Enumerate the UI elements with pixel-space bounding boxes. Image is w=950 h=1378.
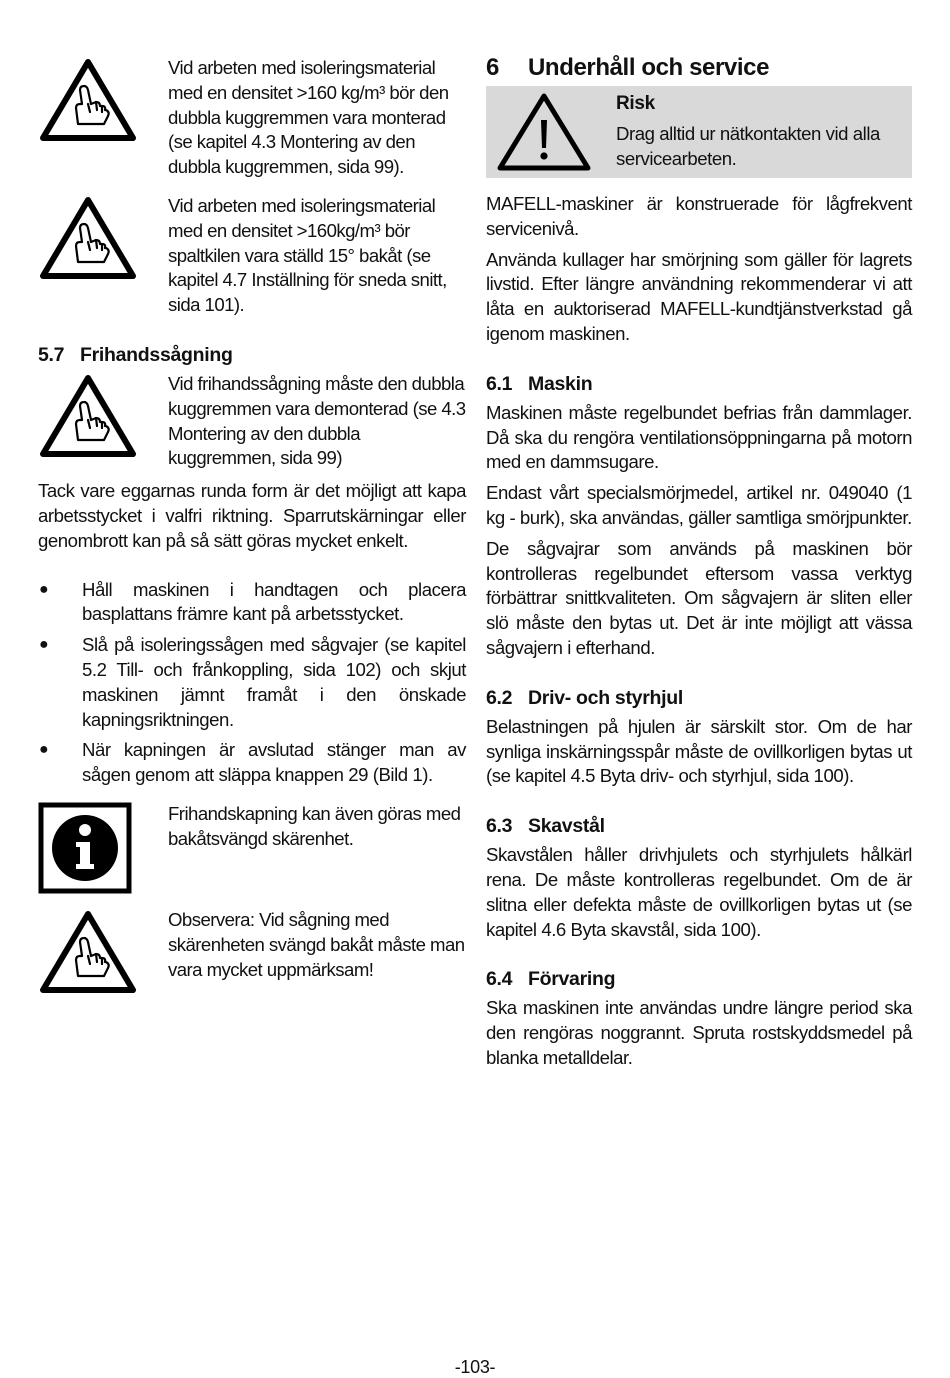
bullet-icon: ●	[39, 741, 49, 759]
list-item: ● Slå på isoleringssågen med sågvajer (se kapitel 5.2 Till- och frånkoppling, sida 102) och skjut maskinen jämnt framåt i den önskade kapningsriktningen.	[38, 633, 466, 732]
section-heading-6-3: 6.3 Skavstål	[486, 815, 605, 838]
list-item: ● När kapningen är avslutad stänger man av sågen genom att släppa knappen 29 (Bild 1).	[38, 738, 466, 788]
bullet-list	[38, 578, 466, 788]
intro-paragraph: MAFELL-maskiner är konstruerade för lågfrekvent servicenivå.	[486, 193, 912, 239]
risk-text: Drag alltid ur nätkontakten vid alla servicearbeten.	[616, 123, 880, 169]
note-text: Frihandskapning kan även göras med bakåtsvängd skärenhet.	[168, 802, 461, 849]
section-heading-6-1: 6.1 Maskin	[486, 372, 593, 395]
hand-warning-icon	[38, 194, 168, 284]
page-number: -103-	[454, 1357, 496, 1377]
info-icon	[38, 802, 168, 894]
risk-title: Risk	[616, 93, 655, 114]
info-note	[38, 802, 466, 894]
section-body: Tack vare eggarnas runda form är det möjligt att kapa arbetsstycket i valfri riktning. Sparrutskärningar eller genombrott kan på så sätt göras mycket enkelt.	[38, 480, 466, 551]
note-text: Vid frihandssågning måste den dubbla kuggremmen vara demonterad (se 4.3 Montering av den dubbla kuggremmen, sida 99)	[168, 372, 466, 469]
exclamation-warning-icon	[486, 86, 616, 176]
hand-note-4	[38, 908, 466, 998]
intro-paragraph: Använda kullager har smörjning som gäller för lagrets livstid. Efter längre användning rekommenderar vi att låta en auktoriserad MAFELL-kundtjänstverkstad gå igenom maskinen.	[486, 248, 912, 344]
chapter-heading	[486, 52, 912, 84]
hand-note-3	[38, 372, 466, 471]
section-heading-6-4: 6.4 Förvaring	[486, 968, 616, 991]
section-paragraph: Belastningen på hjulen är särskilt stor. Om de har synliga inskärningsspår måste de ovillkorligen bytas ut (se kapitel 4.5 Byta driv- och styrhjul, sida 100).	[486, 715, 912, 787]
hand-note-1	[38, 56, 466, 180]
risk-box	[486, 86, 912, 178]
section-paragraph: Maskinen måste regelbundet befrias från dammlager. Då ska du rengöra ventilationsöppningarna på motorn med en dammsugare.	[486, 401, 912, 473]
left-column	[38, 56, 466, 998]
note-text: Vid arbeten med isoleringsmaterial med en densitet >160 kg/m³ bör den dubbla kuggremmen vara monterad (se kapitel 4.3 Montering av den dubbla kuggremmen, sida 99).	[168, 57, 449, 178]
list-item: ● Håll maskinen i handtagen och placera basplattans främre kant på arbetsstycket.	[38, 578, 466, 628]
chapter-number: 6	[486, 54, 499, 81]
section-paragraph: Endast vårt specialsmörjmedel, artikel nr. 049040 (1 kg - burk), ska användas, gäller samtliga smörjpunkter.	[486, 482, 912, 528]
section-paragraph: Ska maskinen inte användas undre längre period ska den rengöras noggrannt. Spruta rostskyddsmedel på blanka metalldelar.	[486, 997, 912, 1068]
section-heading-6-2: 6.2 Driv- och styrhjul	[486, 686, 683, 709]
hand-note-2	[38, 194, 466, 318]
section-paragraph: De sågvajrar som används på maskinen bör kontrolleras regelbundet eftersom vassa verktyg förbättrar snittkvaliteten. Om sågvajern är sliten eller slö måste den bytas ut. Det är inte möjligt att vässa sågvajern i efterhand.	[486, 537, 912, 658]
chapter-title: Underhåll och service	[528, 54, 770, 81]
right-column	[486, 52, 912, 1071]
hand-warning-icon	[38, 56, 168, 146]
section-heading-5-7	[38, 342, 466, 368]
hand-warning-icon	[38, 908, 168, 998]
section-title: Frihandssågning	[80, 343, 233, 366]
bullet-icon: ●	[39, 636, 49, 654]
section-paragraph: Skavstålen håller drivhjulets och styrhjulets hålkärl rena. De måste kontrolleras regelbundet. Om de är slitna eller defekta måste de ovillkorligen bytas ut (se kapitel 4.6 Byta skavstål, sida 100).	[486, 844, 912, 940]
hand-warning-icon	[38, 372, 168, 462]
bullet-icon: ●	[39, 580, 49, 598]
note-text: Vid arbeten med isoleringsmaterial med en densitet >160kg/m³ bör spaltkilen vara ställd 15° bakåt (se kapitel 4.7 Inställning för sneda snitt, sida 101).	[168, 194, 447, 316]
section-number: 5.7	[38, 343, 65, 366]
note-text: Observera: Vid sågning med skärenheten svängd bakåt måste man vara mycket uppmärksam!	[168, 908, 465, 980]
